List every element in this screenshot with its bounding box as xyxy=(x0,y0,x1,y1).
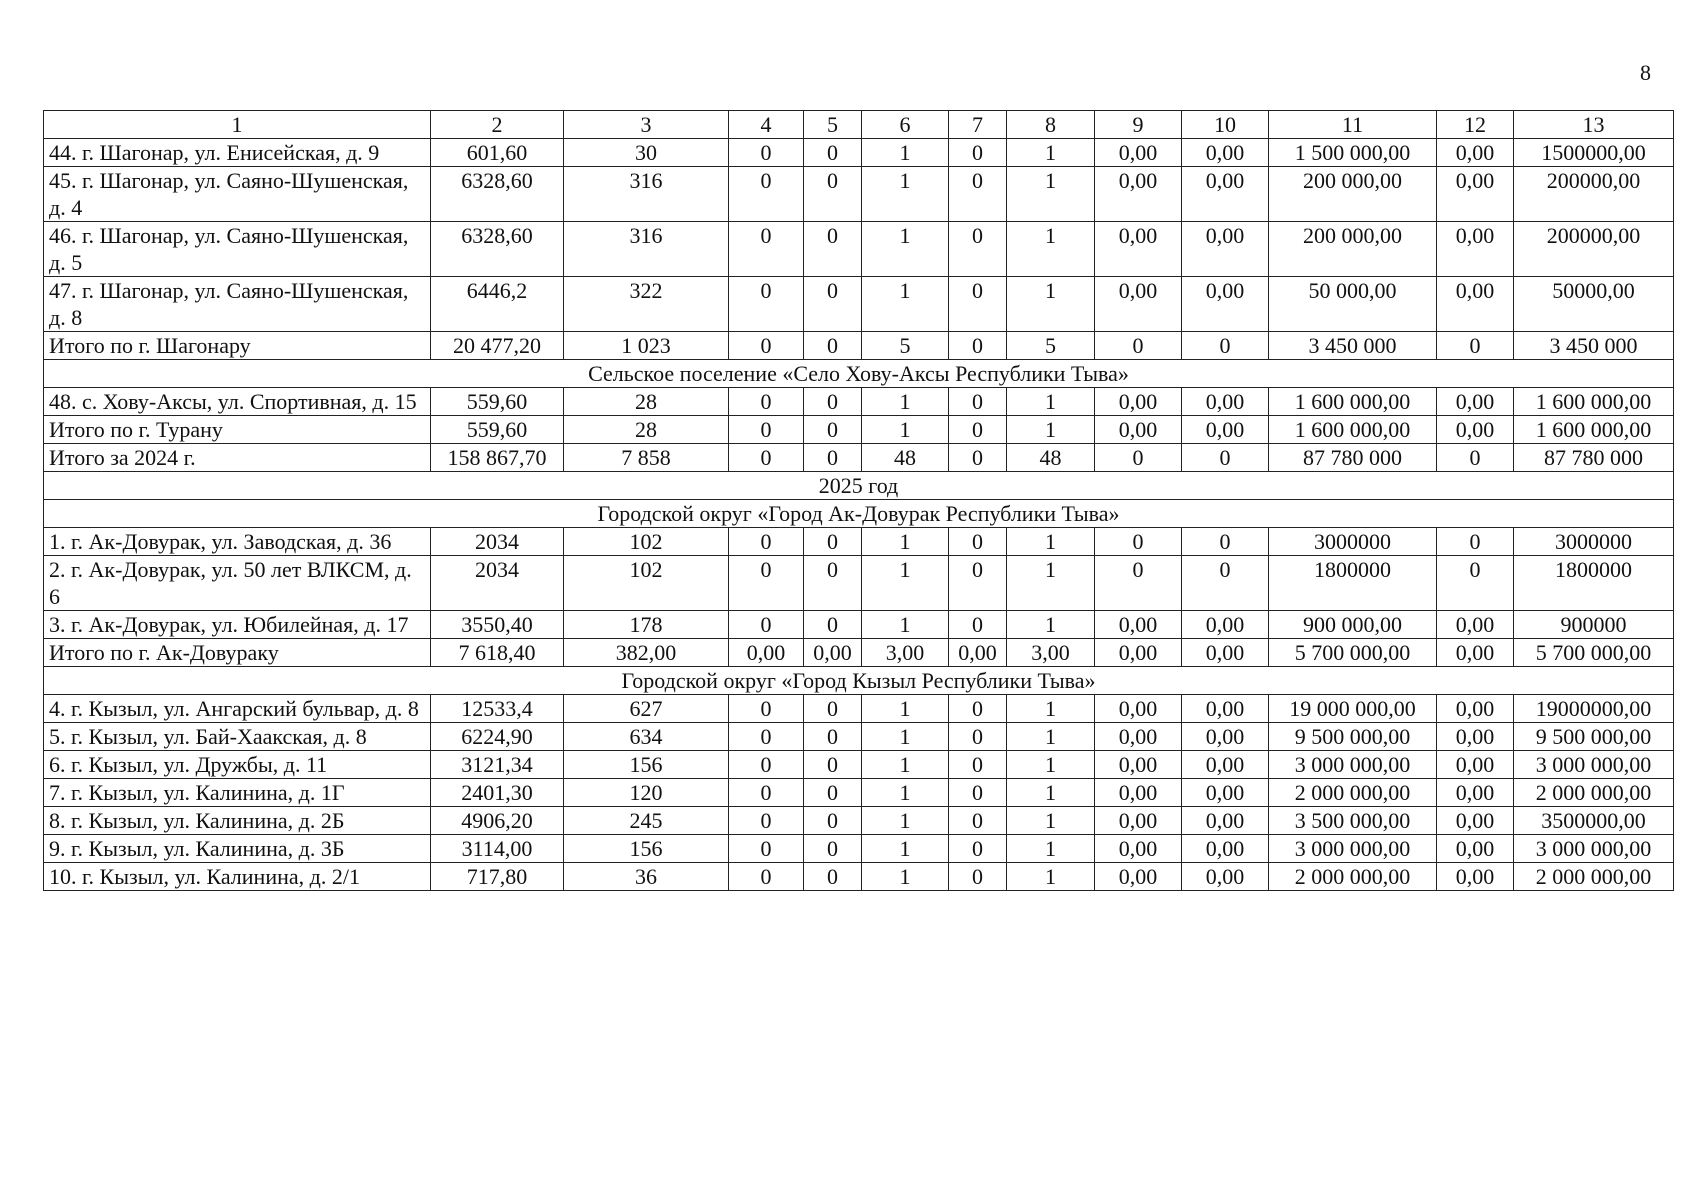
row-value-cell: 0,00 xyxy=(1182,835,1269,863)
row-value-cell: 0 xyxy=(804,556,862,611)
table-row xyxy=(44,863,1674,891)
row-value-cell: 0 xyxy=(1437,528,1514,556)
column-number-10: 10 xyxy=(1182,111,1269,139)
row-value-cell: 28 xyxy=(564,416,729,444)
column-number-9: 9 xyxy=(1095,111,1182,139)
row-value-cell: 1 xyxy=(862,416,949,444)
row-value-cell: 6328,60 xyxy=(431,167,564,222)
row-value-cell: 0,00 xyxy=(1437,863,1514,891)
row-value-cell: 0 xyxy=(804,528,862,556)
row-value-cell: 0 xyxy=(949,416,1007,444)
row-value-cell: 1 xyxy=(862,528,949,556)
row-value-cell: 19000000,00 xyxy=(1514,695,1674,723)
row-value-cell: 3500000,00 xyxy=(1514,807,1674,835)
row-value-cell: 1 xyxy=(1007,751,1095,779)
row-value-cell: 0 xyxy=(729,807,804,835)
row-value-cell: 0,00 xyxy=(1095,639,1182,667)
row-value-cell: 12533,4 xyxy=(431,695,564,723)
row-value-cell: 0,00 xyxy=(1095,863,1182,891)
row-value-cell: 0,00 xyxy=(1095,611,1182,639)
row-value-cell: 0 xyxy=(804,611,862,639)
row-value-cell: 245 xyxy=(564,807,729,835)
table-row xyxy=(44,444,1674,472)
row-value-cell: 2034 xyxy=(431,528,564,556)
row-value-cell: 1 xyxy=(862,167,949,222)
table-row xyxy=(44,167,1674,222)
row-value-cell: 1 xyxy=(1007,723,1095,751)
row-value-cell: 1800000 xyxy=(1514,556,1674,611)
row-value-cell: 6224,90 xyxy=(431,723,564,751)
row-value-cell: 1 xyxy=(862,139,949,167)
row-value-cell: 3 500 000,00 xyxy=(1269,807,1437,835)
row-value-cell: 0 xyxy=(804,139,862,167)
row-value-cell: 0 xyxy=(804,416,862,444)
row-value-cell: 0 xyxy=(949,277,1007,332)
row-value-cell: 87 780 000 xyxy=(1269,444,1437,472)
row-value-cell: 0 xyxy=(729,611,804,639)
row-value-cell: 7 858 xyxy=(564,444,729,472)
column-number-11: 11 xyxy=(1269,111,1437,139)
row-value-cell: 559,60 xyxy=(431,416,564,444)
column-number-8: 8 xyxy=(1007,111,1095,139)
row-value-cell: 0 xyxy=(729,695,804,723)
row-value-cell: 1 xyxy=(1007,388,1095,416)
row-value-cell: 634 xyxy=(564,723,729,751)
table-row xyxy=(44,556,1674,611)
row-value-cell: 0,00 xyxy=(1182,807,1269,835)
column-number-12: 12 xyxy=(1437,111,1514,139)
row-value-cell: 5 700 000,00 xyxy=(1514,639,1674,667)
row-value-cell: 0 xyxy=(1182,444,1269,472)
row-address-cell: 4. г. Кызыл, ул. Ангарский бульвар, д. 8 xyxy=(44,695,431,723)
column-number-1: 1 xyxy=(44,111,431,139)
row-value-cell: 102 xyxy=(564,528,729,556)
row-value-cell: 0 xyxy=(729,556,804,611)
section-title: Сельское поселение «Село Хову-Аксы Республики Тыва» xyxy=(44,360,1674,388)
row-address-cell: 6. г. Кызыл, ул. Дружбы, д. 11 xyxy=(44,751,431,779)
row-address-cell: Итого по г. Турану xyxy=(44,416,431,444)
row-value-cell: 0 xyxy=(804,388,862,416)
row-value-cell: 1 023 xyxy=(564,332,729,360)
row-value-cell: 0,00 xyxy=(1095,695,1182,723)
row-value-cell: 900000 xyxy=(1514,611,1674,639)
table-row xyxy=(44,528,1674,556)
row-value-cell: 156 xyxy=(564,751,729,779)
table-row xyxy=(44,723,1674,751)
row-value-cell: 6328,60 xyxy=(431,222,564,277)
table-row xyxy=(44,611,1674,639)
row-value-cell: 0 xyxy=(804,277,862,332)
row-value-cell: 0,00 xyxy=(804,639,862,667)
row-value-cell: 0 xyxy=(729,167,804,222)
row-value-cell: 3 000 000,00 xyxy=(1514,835,1674,863)
row-value-cell: 3,00 xyxy=(1007,639,1095,667)
row-value-cell: 0 xyxy=(949,167,1007,222)
row-value-cell: 0 xyxy=(729,835,804,863)
row-value-cell: 0 xyxy=(949,611,1007,639)
row-value-cell: 0 xyxy=(804,863,862,891)
table-row xyxy=(44,222,1674,277)
row-value-cell: 1 xyxy=(862,835,949,863)
row-address-cell: 8. г. Кызыл, ул. Калинина, д. 2Б xyxy=(44,807,431,835)
row-value-cell: 0 xyxy=(804,695,862,723)
table-row xyxy=(44,277,1674,332)
column-number-5: 5 xyxy=(804,111,862,139)
table-row xyxy=(44,751,1674,779)
row-value-cell: 0,00 xyxy=(1095,222,1182,277)
row-value-cell: 3000000 xyxy=(1514,528,1674,556)
row-address-cell: 1. г. Ак-Довурак, ул. Заводская, д. 36 xyxy=(44,528,431,556)
row-value-cell: 1 xyxy=(862,277,949,332)
row-value-cell: 0 xyxy=(1182,528,1269,556)
row-value-cell: 0 xyxy=(949,723,1007,751)
row-value-cell: 120 xyxy=(564,779,729,807)
row-value-cell: 0 xyxy=(949,863,1007,891)
row-value-cell: 0,00 xyxy=(1437,416,1514,444)
row-value-cell: 9 500 000,00 xyxy=(1269,723,1437,751)
row-value-cell: 0 xyxy=(729,779,804,807)
row-value-cell: 0,00 xyxy=(1437,723,1514,751)
row-value-cell: 0 xyxy=(729,416,804,444)
column-number-row xyxy=(44,111,1674,139)
row-value-cell: 87 780 000 xyxy=(1514,444,1674,472)
row-value-cell: 1 xyxy=(1007,416,1095,444)
column-number-4: 4 xyxy=(729,111,804,139)
row-value-cell: 2 000 000,00 xyxy=(1269,779,1437,807)
row-value-cell: 0,00 xyxy=(1095,751,1182,779)
row-value-cell: 0,00 xyxy=(1095,416,1182,444)
row-value-cell: 1500000,00 xyxy=(1514,139,1674,167)
row-value-cell: 1 xyxy=(862,751,949,779)
row-value-cell: 0 xyxy=(1182,556,1269,611)
row-value-cell: 0,00 xyxy=(1437,751,1514,779)
row-value-cell: 4906,20 xyxy=(431,807,564,835)
row-value-cell: 156 xyxy=(564,835,729,863)
column-number-6: 6 xyxy=(862,111,949,139)
table-row xyxy=(44,779,1674,807)
row-value-cell: 0 xyxy=(949,835,1007,863)
row-value-cell: 1 xyxy=(1007,863,1095,891)
row-value-cell: 6446,2 xyxy=(431,277,564,332)
row-value-cell: 1 xyxy=(862,695,949,723)
row-value-cell: 0,00 xyxy=(1095,139,1182,167)
row-value-cell: 0 xyxy=(949,807,1007,835)
row-address-cell: 5. г. Кызыл, ул. Бай-Хаакская, д. 8 xyxy=(44,723,431,751)
row-value-cell: 0,00 xyxy=(1182,863,1269,891)
row-value-cell: 0 xyxy=(1095,332,1182,360)
row-value-cell: 1 xyxy=(862,556,949,611)
row-value-cell: 0,00 xyxy=(1095,167,1182,222)
row-value-cell: 717,80 xyxy=(431,863,564,891)
row-value-cell: 0 xyxy=(949,695,1007,723)
row-value-cell: 7 618,40 xyxy=(431,639,564,667)
row-value-cell: 382,00 xyxy=(564,639,729,667)
table-row xyxy=(44,695,1674,723)
row-value-cell: 0,00 xyxy=(1182,139,1269,167)
row-address-cell: Итого по г. Шагонару xyxy=(44,332,431,360)
row-value-cell: 3121,34 xyxy=(431,751,564,779)
row-value-cell: 3550,40 xyxy=(431,611,564,639)
row-value-cell: 1 xyxy=(1007,835,1095,863)
row-value-cell: 1 xyxy=(862,388,949,416)
table-row xyxy=(44,639,1674,667)
row-value-cell: 0 xyxy=(804,835,862,863)
row-value-cell: 0 xyxy=(949,444,1007,472)
table-body xyxy=(44,111,1674,891)
row-value-cell: 0 xyxy=(804,332,862,360)
row-value-cell: 200 000,00 xyxy=(1269,222,1437,277)
section-title: Городской округ «Город Кызыл Республики Тыва» xyxy=(44,667,1674,695)
row-address-cell: 44. г. Шагонар, ул. Енисейская, д. 9 xyxy=(44,139,431,167)
row-value-cell: 0,00 xyxy=(1182,416,1269,444)
row-address-cell: 2. г. Ак-Довурак, ул. 50 лет ВЛКСМ, д. 6 xyxy=(44,556,431,611)
row-value-cell: 1 xyxy=(1007,167,1095,222)
section-header-row xyxy=(44,500,1674,528)
row-value-cell: 36 xyxy=(564,863,729,891)
row-value-cell: 1 xyxy=(1007,556,1095,611)
row-value-cell: 559,60 xyxy=(431,388,564,416)
row-value-cell: 0,00 xyxy=(1095,723,1182,751)
row-value-cell: 0,00 xyxy=(1095,277,1182,332)
row-value-cell: 0 xyxy=(804,222,862,277)
row-value-cell: 0,00 xyxy=(1437,835,1514,863)
row-value-cell: 0 xyxy=(949,222,1007,277)
row-value-cell: 1 600 000,00 xyxy=(1269,388,1437,416)
row-address-cell: 7. г. Кызыл, ул. Калинина, д. 1Г xyxy=(44,779,431,807)
row-value-cell: 0,00 xyxy=(949,639,1007,667)
row-value-cell: 0 xyxy=(729,139,804,167)
row-value-cell: 3 000 000,00 xyxy=(1269,751,1437,779)
row-value-cell: 0,00 xyxy=(1437,167,1514,222)
section-header-row xyxy=(44,360,1674,388)
row-address-cell: 46. г. Шагонар, ул. Саяно-Шушенская, д. 5 xyxy=(44,222,431,277)
row-value-cell: 2401,30 xyxy=(431,779,564,807)
row-value-cell: 1 xyxy=(1007,528,1095,556)
row-value-cell: 0 xyxy=(729,723,804,751)
row-value-cell: 0 xyxy=(1095,444,1182,472)
section-title: 2025 год xyxy=(44,472,1674,500)
row-value-cell: 1 xyxy=(862,807,949,835)
row-value-cell: 0 xyxy=(729,222,804,277)
row-value-cell: 0 xyxy=(1437,556,1514,611)
row-value-cell: 1 xyxy=(862,723,949,751)
row-value-cell: 0,00 xyxy=(1182,167,1269,222)
row-value-cell: 50000,00 xyxy=(1514,277,1674,332)
row-value-cell: 0 xyxy=(729,332,804,360)
row-value-cell: 0,00 xyxy=(1182,723,1269,751)
row-value-cell: 0,00 xyxy=(1182,695,1269,723)
row-value-cell: 0 xyxy=(804,723,862,751)
row-value-cell: 1 600 000,00 xyxy=(1514,416,1674,444)
row-value-cell: 0,00 xyxy=(1437,611,1514,639)
row-value-cell: 0 xyxy=(949,139,1007,167)
row-value-cell: 0 xyxy=(949,528,1007,556)
column-number-2: 2 xyxy=(431,111,564,139)
row-value-cell: 1 xyxy=(1007,222,1095,277)
row-value-cell: 0,00 xyxy=(1182,277,1269,332)
row-value-cell: 0,00 xyxy=(1182,639,1269,667)
row-value-cell: 627 xyxy=(564,695,729,723)
row-value-cell: 200000,00 xyxy=(1514,222,1674,277)
row-value-cell: 3 450 000 xyxy=(1269,332,1437,360)
row-value-cell: 0 xyxy=(1437,332,1514,360)
row-value-cell: 0 xyxy=(949,779,1007,807)
row-address-cell: 45. г. Шагонар, ул. Саяно-Шушенская, д. 4 xyxy=(44,167,431,222)
row-value-cell: 1 500 000,00 xyxy=(1269,139,1437,167)
row-value-cell: 1 600 000,00 xyxy=(1269,416,1437,444)
row-value-cell: 20 477,20 xyxy=(431,332,564,360)
row-address-cell: 48. с. Хову-Аксы, ул. Спортивная, д. 15 xyxy=(44,388,431,416)
row-value-cell: 1800000 xyxy=(1269,556,1437,611)
row-value-cell: 1 xyxy=(1007,611,1095,639)
row-value-cell: 2 000 000,00 xyxy=(1514,863,1674,891)
section-header-row xyxy=(44,472,1674,500)
table-row xyxy=(44,332,1674,360)
row-value-cell: 0,00 xyxy=(1095,807,1182,835)
row-value-cell: 1 xyxy=(1007,807,1095,835)
row-value-cell: 1 xyxy=(1007,695,1095,723)
row-value-cell: 1 xyxy=(862,779,949,807)
row-value-cell: 0,00 xyxy=(1437,388,1514,416)
column-number-7: 7 xyxy=(949,111,1007,139)
row-value-cell: 0 xyxy=(729,751,804,779)
row-value-cell: 0,00 xyxy=(1437,807,1514,835)
row-value-cell: 28 xyxy=(564,388,729,416)
row-value-cell: 0,00 xyxy=(1095,388,1182,416)
row-value-cell: 0 xyxy=(729,388,804,416)
row-value-cell: 3 450 000 xyxy=(1514,332,1674,360)
row-value-cell: 2034 xyxy=(431,556,564,611)
row-value-cell: 0,00 xyxy=(1437,277,1514,332)
row-value-cell: 5 700 000,00 xyxy=(1269,639,1437,667)
row-address-cell: Итого по г. Ак-Довураку xyxy=(44,639,431,667)
row-value-cell: 19 000 000,00 xyxy=(1269,695,1437,723)
row-value-cell: 50 000,00 xyxy=(1269,277,1437,332)
row-value-cell: 0,00 xyxy=(1437,639,1514,667)
table-row xyxy=(44,388,1674,416)
table-row xyxy=(44,139,1674,167)
row-value-cell: 0,00 xyxy=(1182,388,1269,416)
row-value-cell: 0 xyxy=(804,807,862,835)
row-value-cell: 601,60 xyxy=(431,139,564,167)
row-value-cell: 5 xyxy=(862,332,949,360)
row-value-cell: 1 xyxy=(1007,139,1095,167)
section-title: Городской округ «Город Ак-Довурак Республики Тыва» xyxy=(44,500,1674,528)
row-address-cell: 9. г. Кызыл, ул. Калинина, д. 3Б xyxy=(44,835,431,863)
row-value-cell: 0 xyxy=(949,751,1007,779)
row-value-cell: 1 xyxy=(862,611,949,639)
row-value-cell: 3 000 000,00 xyxy=(1514,751,1674,779)
row-value-cell: 0 xyxy=(729,863,804,891)
row-value-cell: 0 xyxy=(804,779,862,807)
section-header-row xyxy=(44,667,1674,695)
row-value-cell: 0,00 xyxy=(1182,222,1269,277)
row-value-cell: 0 xyxy=(949,556,1007,611)
row-value-cell: 1 600 000,00 xyxy=(1514,388,1674,416)
page-number: 8 xyxy=(1640,60,1651,85)
row-value-cell: 48 xyxy=(862,444,949,472)
housing-table xyxy=(43,110,1674,891)
row-value-cell: 3114,00 xyxy=(431,835,564,863)
row-value-cell: 1 xyxy=(862,222,949,277)
table-row xyxy=(44,416,1674,444)
row-value-cell: 0 xyxy=(949,388,1007,416)
row-address-cell: 47. г. Шагонар, ул. Саяно-Шушенская, д. 8 xyxy=(44,277,431,332)
row-value-cell: 2 000 000,00 xyxy=(1269,863,1437,891)
row-value-cell: 1 xyxy=(862,863,949,891)
row-value-cell: 30 xyxy=(564,139,729,167)
row-value-cell: 0 xyxy=(804,444,862,472)
row-value-cell: 2 000 000,00 xyxy=(1514,779,1674,807)
row-value-cell: 1 xyxy=(1007,779,1095,807)
row-value-cell: 0,00 xyxy=(1095,835,1182,863)
row-value-cell: 0 xyxy=(1095,556,1182,611)
row-value-cell: 3,00 xyxy=(862,639,949,667)
row-value-cell: 316 xyxy=(564,167,729,222)
row-value-cell: 3 000 000,00 xyxy=(1269,835,1437,863)
row-value-cell: 1 xyxy=(1007,277,1095,332)
row-value-cell: 322 xyxy=(564,277,729,332)
row-value-cell: 0 xyxy=(1437,444,1514,472)
row-value-cell: 0 xyxy=(729,277,804,332)
row-value-cell: 158 867,70 xyxy=(431,444,564,472)
row-value-cell: 0 xyxy=(804,167,862,222)
row-value-cell: 102 xyxy=(564,556,729,611)
row-value-cell: 3000000 xyxy=(1269,528,1437,556)
row-value-cell: 48 xyxy=(1007,444,1095,472)
row-value-cell: 0 xyxy=(1182,332,1269,360)
row-address-cell: Итого за 2024 г. xyxy=(44,444,431,472)
row-value-cell: 316 xyxy=(564,222,729,277)
row-value-cell: 0,00 xyxy=(729,639,804,667)
row-value-cell: 0 xyxy=(729,444,804,472)
row-value-cell: 0,00 xyxy=(1182,779,1269,807)
row-value-cell: 900 000,00 xyxy=(1269,611,1437,639)
row-value-cell: 178 xyxy=(564,611,729,639)
column-number-3: 3 xyxy=(564,111,729,139)
row-value-cell: 200 000,00 xyxy=(1269,167,1437,222)
row-value-cell: 0 xyxy=(1095,528,1182,556)
row-address-cell: 10. г. Кызыл, ул. Калинина, д. 2/1 xyxy=(44,863,431,891)
row-value-cell: 0,00 xyxy=(1182,611,1269,639)
row-value-cell: 0,00 xyxy=(1095,779,1182,807)
row-value-cell: 0,00 xyxy=(1437,695,1514,723)
row-value-cell: 0 xyxy=(804,751,862,779)
row-value-cell: 5 xyxy=(1007,332,1095,360)
row-address-cell: 3. г. Ак-Довурак, ул. Юбилейная, д. 17 xyxy=(44,611,431,639)
row-value-cell: 0 xyxy=(949,332,1007,360)
row-value-cell: 0 xyxy=(729,528,804,556)
row-value-cell: 0,00 xyxy=(1182,751,1269,779)
row-value-cell: 9 500 000,00 xyxy=(1514,723,1674,751)
row-value-cell: 0,00 xyxy=(1437,222,1514,277)
table-row xyxy=(44,807,1674,835)
column-number-13: 13 xyxy=(1514,111,1674,139)
row-value-cell: 200000,00 xyxy=(1514,167,1674,222)
row-value-cell: 0,00 xyxy=(1437,779,1514,807)
row-value-cell: 0,00 xyxy=(1437,139,1514,167)
table-row xyxy=(44,835,1674,863)
